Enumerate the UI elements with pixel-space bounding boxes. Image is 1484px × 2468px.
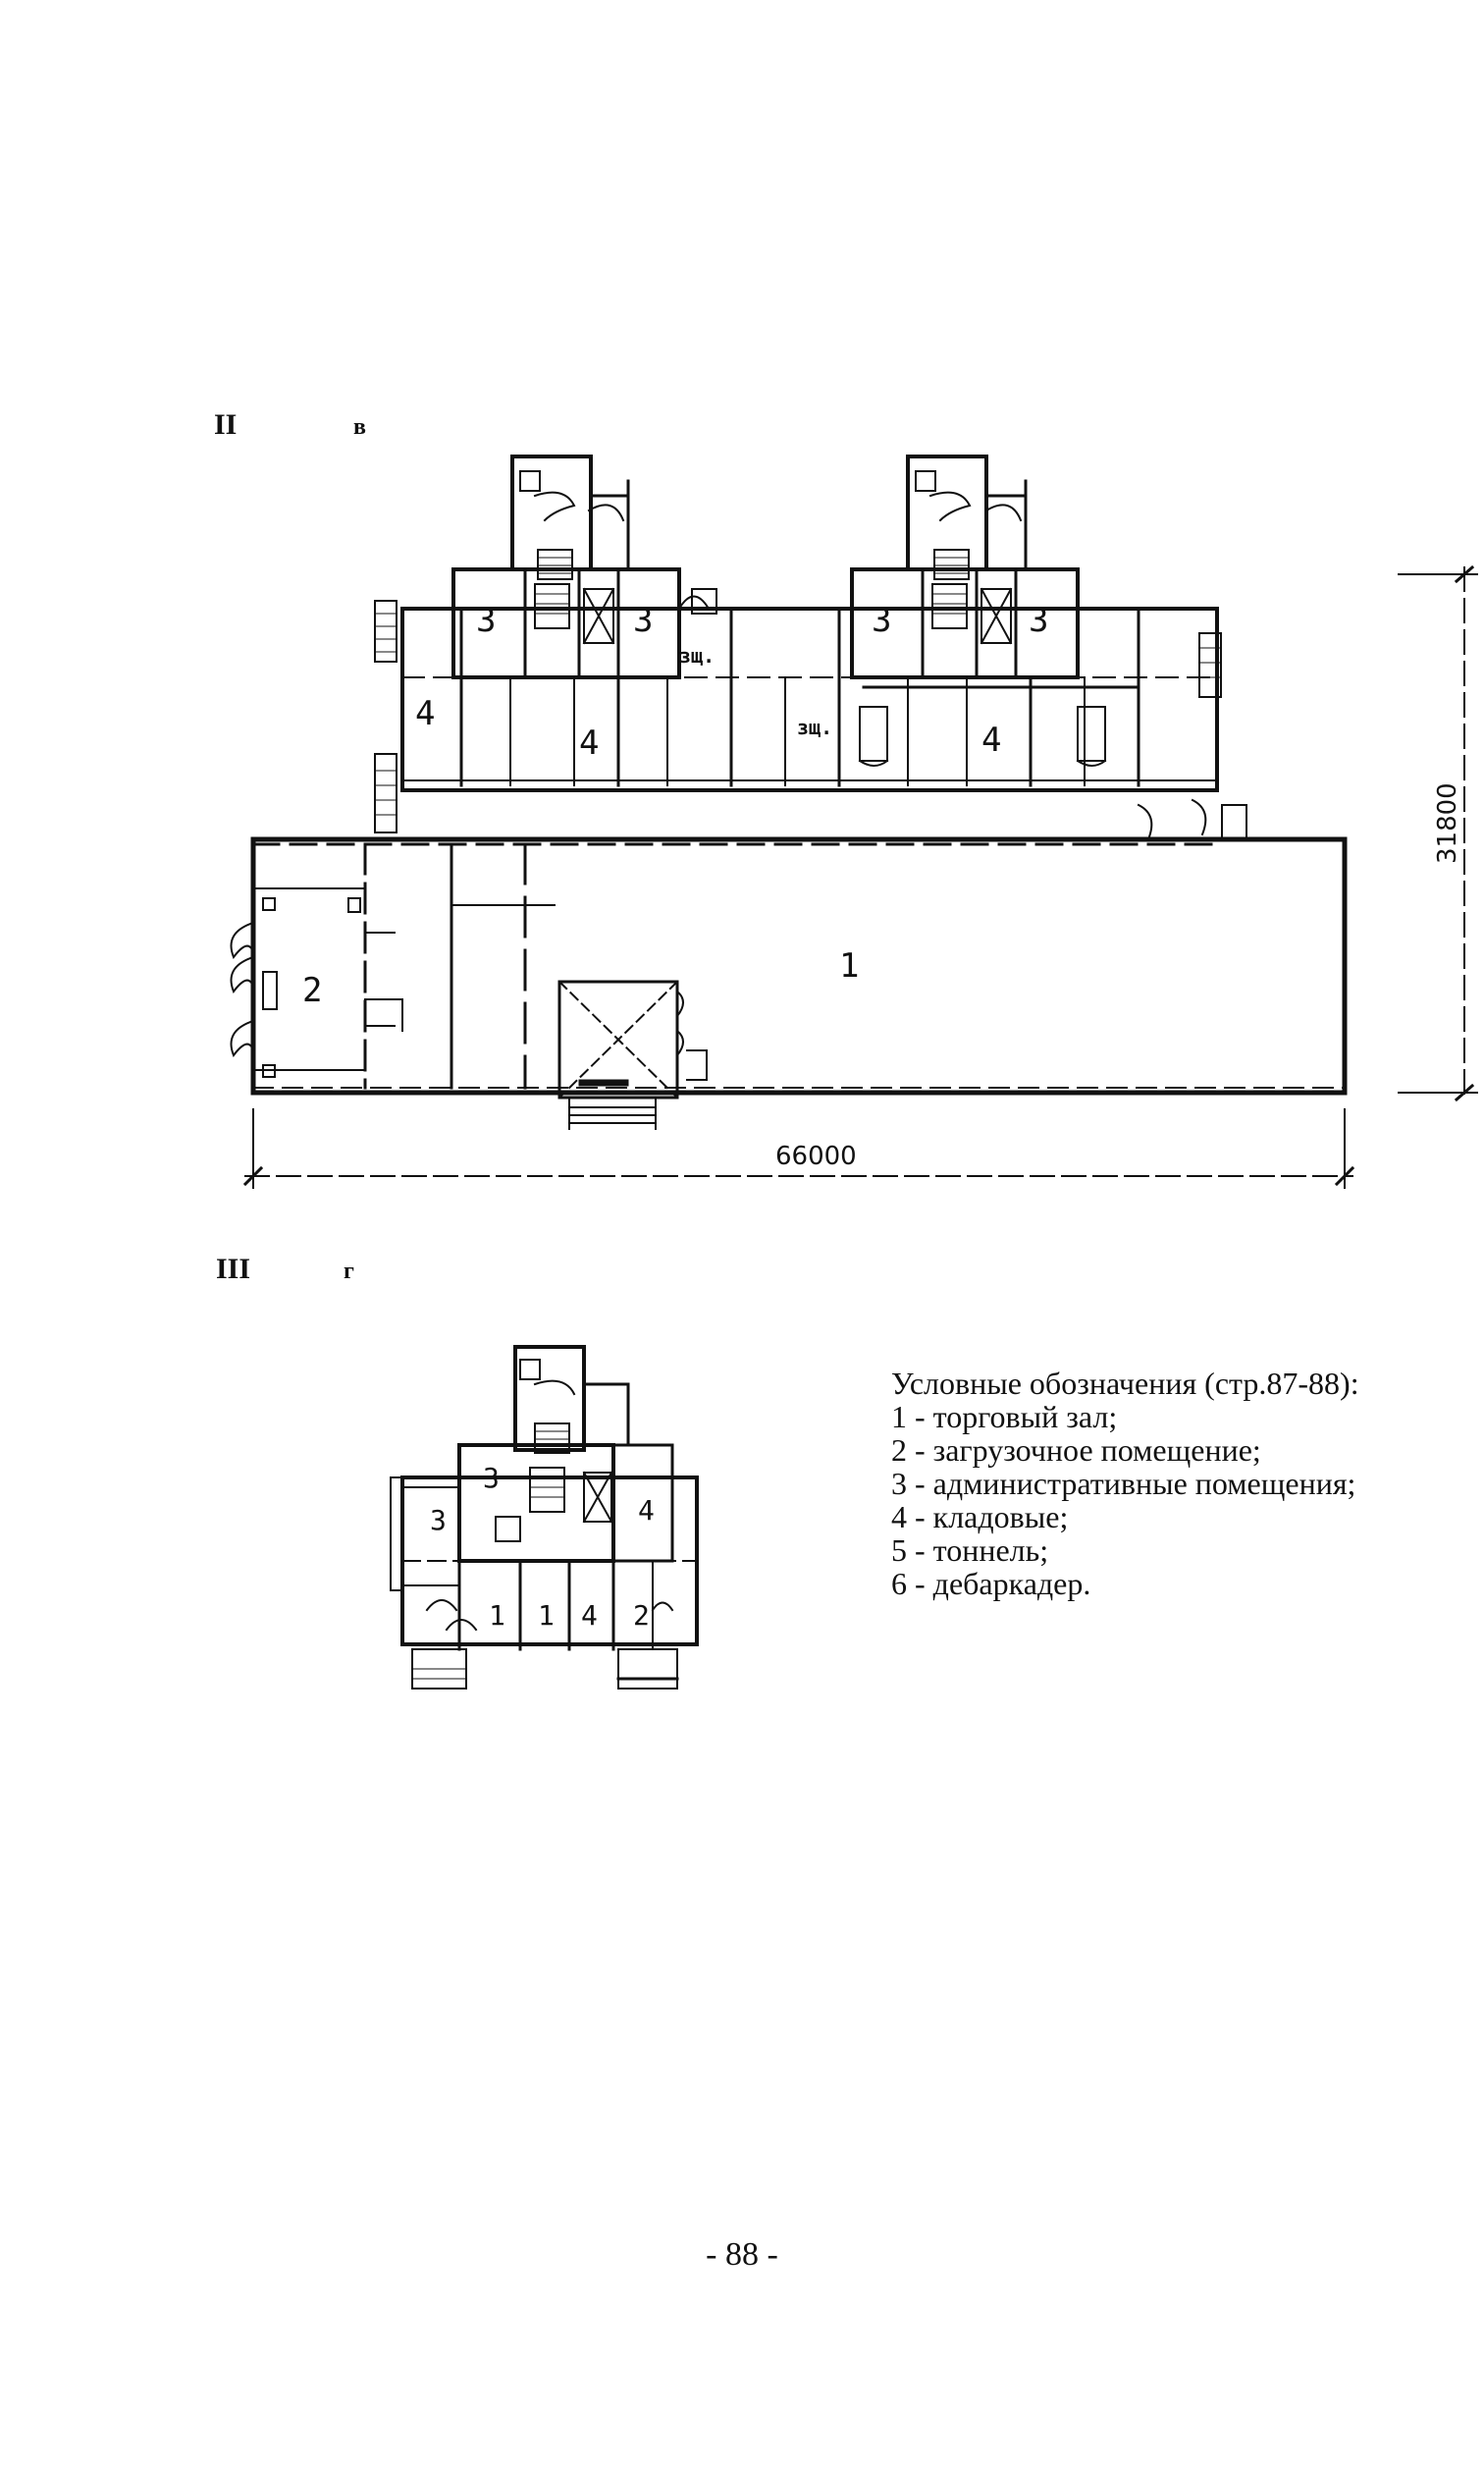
page-number: - 88 - bbox=[706, 2236, 778, 2273]
legend bbox=[891, 1367, 1480, 1600]
room-label: 3 bbox=[1029, 601, 1049, 640]
figure-ii-label: II bbox=[214, 408, 238, 441]
figure-ii-letter: в bbox=[353, 414, 366, 440]
room-label: 3 bbox=[633, 601, 654, 640]
figure-iii-label: III bbox=[216, 1253, 251, 1285]
room-label: 4 bbox=[581, 1599, 598, 1632]
room-label: 4 bbox=[638, 1494, 655, 1527]
figure-iii-letter: г bbox=[344, 1259, 354, 1284]
storage-label: зщ. bbox=[797, 716, 833, 739]
room-label: 4 bbox=[981, 721, 1002, 760]
room-label: 4 bbox=[579, 724, 600, 763]
room-label: 3 bbox=[430, 1504, 447, 1536]
room-label: 3 bbox=[476, 601, 497, 640]
legend-item: 6 - дебаркадер. bbox=[891, 1566, 1091, 1601]
legend-item: 3 - административные помещения; bbox=[891, 1466, 1356, 1501]
room-label: 1 bbox=[489, 1599, 505, 1632]
legend-item: 5 - тоннель; bbox=[891, 1532, 1049, 1568]
room-label: 2 bbox=[302, 971, 323, 1010]
legend-title: Условные обозначения (стр.87-88): bbox=[891, 1366, 1359, 1401]
plan-ii-drawing bbox=[232, 456, 1478, 1188]
room-label: 1 bbox=[538, 1599, 555, 1632]
room-label: 2 bbox=[633, 1599, 650, 1632]
height-dimension: 31800 bbox=[1433, 782, 1462, 864]
room-label: 3 bbox=[872, 601, 892, 640]
legend-item: 4 - кладовые; bbox=[891, 1499, 1069, 1534]
storage-label: зщ. bbox=[679, 644, 716, 668]
room-label: 3 bbox=[483, 1462, 500, 1494]
room-label: 1 bbox=[839, 946, 860, 986]
width-dimension: 66000 bbox=[775, 1142, 857, 1171]
room-label: 4 bbox=[415, 694, 436, 733]
legend-item: 1 - торговый зал; bbox=[891, 1399, 1118, 1434]
legend-item: 2 - загрузочное помещение; bbox=[891, 1432, 1261, 1468]
